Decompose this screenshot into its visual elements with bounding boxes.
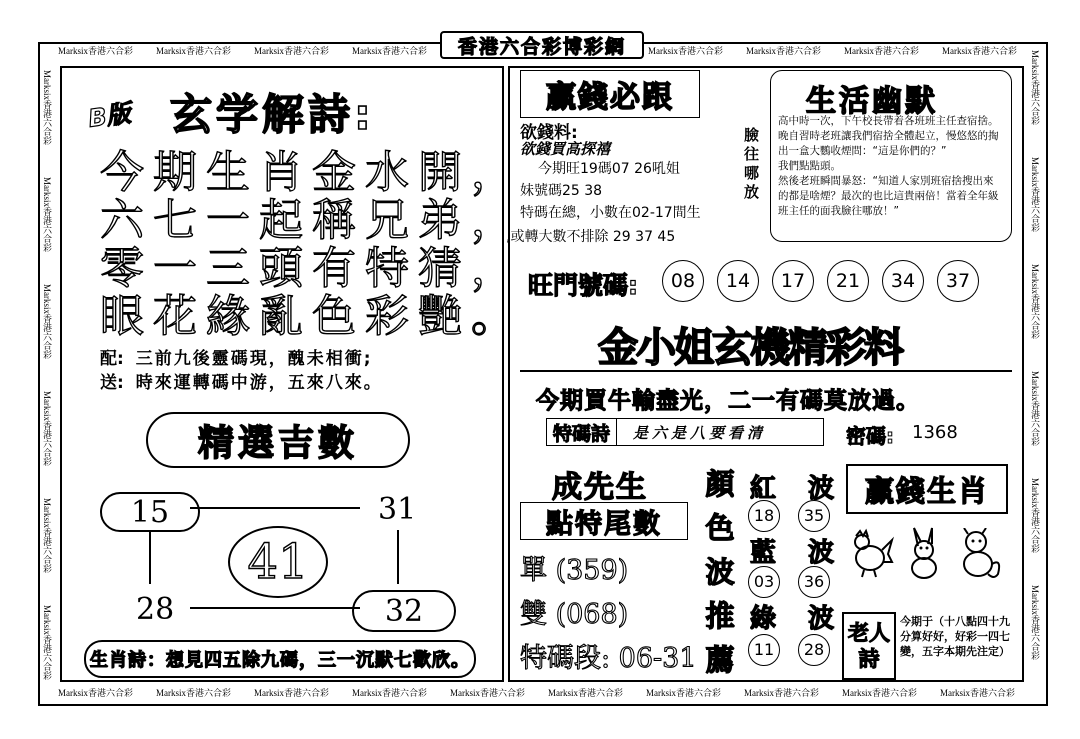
mima-value: 1368: [912, 422, 958, 443]
watermark-text: Marksix香港六合彩: [156, 688, 231, 698]
watermark-bottom-row: [58, 686, 1015, 699]
red-number-ball: [748, 500, 780, 532]
poem-line: 零一三頭有特猜，: [100, 243, 524, 294]
number-top-left: 15: [130, 494, 170, 530]
tema-duan: 特碼段: 06-31: [520, 643, 697, 674]
mr-cheng: 成先生: [552, 470, 648, 505]
win-zodiac-box: [846, 464, 1008, 514]
shuang-line: 雙 (068): [520, 599, 629, 630]
number-bottom-right: 32: [384, 593, 424, 629]
section-title: 玄学解詩:: [170, 90, 375, 139]
zodiac-poem-box: [84, 640, 476, 678]
number-top-right: 31: [378, 492, 417, 527]
green-wave-char: 綠: [750, 604, 777, 634]
red-number: 18: [753, 506, 775, 525]
red-wave-char: 紅: [750, 474, 777, 504]
number-bottom-right-box: [352, 590, 456, 632]
watermark-text: Marksix香港六合彩: [942, 46, 1017, 56]
humor-title: 生活幽默: [806, 84, 938, 119]
watermark-text: Marksix香港六合彩: [58, 46, 133, 56]
lucky-number-ball: [882, 260, 924, 302]
red-number: 35: [803, 506, 825, 525]
old-man-box: [842, 612, 896, 680]
tail-label-box: [520, 502, 688, 540]
song-label: 送:: [100, 373, 124, 393]
watermark-text: Marksix香港六合彩: [548, 688, 623, 698]
watermark-text: Marksix香港六合彩: [746, 46, 821, 56]
watermark-text: Marksix香港六合彩: [1030, 157, 1040, 232]
win-line-5: ,或轉大數不排除 29 37 45: [506, 229, 676, 245]
lucky-number-ball: [662, 260, 704, 302]
lucky-number-ball: [827, 260, 869, 302]
watermark-text: Marksix香港六合彩: [1030, 264, 1040, 339]
watermark-text: Marksix香港六合彩: [1030, 478, 1040, 553]
zodiac-poem: 生肖詩：想見四五除九碼，三一沉默七歡欣。: [90, 650, 470, 671]
watermark-text: Marksix香港六合彩: [450, 688, 525, 698]
watermark-left-col: [41, 70, 54, 680]
watermark-text: Marksix香港六合彩: [42, 284, 52, 359]
watermark-top-row: [58, 44, 427, 57]
color-title-char: 波: [705, 555, 735, 589]
green-wave-char: 波: [808, 604, 835, 634]
watermark-text: Marksix香港六合彩: [744, 688, 819, 698]
pei-text: 三前九後靈碼現，醜未相衝;: [135, 349, 373, 369]
want-money: 欲錢料:: [520, 123, 578, 143]
watermark-text: Marksix香港六合彩: [254, 688, 329, 698]
watermark-text: Marksix香港六合彩: [646, 688, 721, 698]
watermark-text: Marksix香港六合彩: [844, 46, 919, 56]
watermark-text: Marksix香港六合彩: [42, 391, 52, 466]
rabbit-icon: [902, 526, 948, 580]
lucky-number-ball: [717, 260, 759, 302]
lucky-number: 21: [835, 270, 861, 292]
watermark-text: Marksix香港六合彩: [352, 46, 427, 56]
poem-line: 眼花緣亂色彩艷。: [100, 291, 524, 342]
version-badge: B版: [86, 99, 133, 133]
watermark-text: Marksix香港六合彩: [42, 605, 52, 680]
red-number-ball: [798, 500, 830, 532]
song-text: 時來運轉碼中游，五來八來。: [135, 373, 383, 393]
number-center-box: [228, 526, 328, 598]
color-title-char: 薦: [705, 643, 735, 677]
mima-label: 密碼:: [846, 424, 894, 448]
tail-label: 點特尾數: [546, 508, 662, 540]
tema-shi-text: 是六是八要看清: [633, 423, 767, 442]
lucky-number: 14: [725, 270, 751, 292]
lucky-numbers: [662, 260, 979, 302]
humor-text: 高中時一次，下午校長帶着各班班主任查宿捨。 晚自習時老班讓我們宿捨全體起立，慢悠悠的掏出一盒大鸚收煙問：“這是你們的？” 我們點點頭。 然後老班瞬間暴怒：“知道人家別班宿捨搜出來的都是啥煙？最次的也比這貴兩倍！當着全年級班主任的面我臉往哪放！”: [778, 115, 999, 217]
watermark-text: Marksix香港六合彩: [842, 688, 917, 698]
watermark-text: Marksix香港六合彩: [42, 177, 52, 252]
this-period: 今期買牛輸盡光，二一有碼莫放過。: [536, 388, 920, 414]
dragon-icon: [954, 528, 1004, 580]
watermark-top-row-right: [648, 44, 1017, 57]
lucky-number: 34: [890, 270, 916, 292]
win-title-box: [520, 70, 700, 118]
watermark-text: Marksix香港六合彩: [1030, 371, 1040, 446]
green-number-ball: [798, 634, 830, 666]
pei-label: 配:: [100, 349, 124, 369]
gold-title: 金小姐玄機精彩料: [598, 325, 902, 371]
color-title-char: 顏: [705, 467, 735, 501]
win-line-4: 特碼在總，小數在02-17間生: [520, 205, 701, 221]
win-zodiac-title: 贏錢生肖: [864, 473, 989, 508]
blue-number-ball: [748, 566, 780, 598]
blue-wave-char: 藍: [750, 538, 777, 568]
old-man-text: 今期于（十八點四十九分算好好，好彩一四七變，五字本期先注定）: [900, 615, 1010, 658]
blue-number-ball: [798, 566, 830, 598]
old-man-label: 老人詩: [848, 621, 890, 671]
color-title-char: 推: [705, 599, 735, 633]
win-line-2: 今期旺19碼07 26吼姐: [538, 161, 680, 177]
watermark-text: Marksix香港六合彩: [648, 46, 723, 56]
number-center: 41: [247, 534, 309, 590]
win-line-1: 欲錢買高探禧: [520, 140, 611, 158]
poem-line: 六七一起稱兄弟，: [100, 195, 524, 246]
selected-numbers-title-box: [146, 412, 410, 468]
lucky-number: 08: [670, 270, 696, 292]
watermark-text: Marksix香港六合彩: [42, 498, 52, 573]
lucky-number: 17: [780, 270, 806, 292]
watermark-text: Marksix香港六合彩: [1030, 585, 1040, 660]
poem-line: 今期生肖金水開，: [100, 147, 524, 198]
dan-line: 單 (359): [520, 555, 629, 586]
lucky-number-ball: [937, 260, 979, 302]
vertical-note-text: 臉往哪放: [744, 126, 760, 201]
watermark-text: Marksix香港六合彩: [58, 688, 133, 698]
blue-number: 03: [753, 572, 775, 591]
color-title-char: 色: [705, 511, 735, 545]
selected-numbers-title: 精選吉數: [197, 422, 358, 464]
watermark-text: Marksix香港六合彩: [254, 46, 329, 56]
tema-shi-box: [546, 418, 824, 446]
red-wave-char: 波: [808, 474, 835, 504]
lucky-number-ball: [772, 260, 814, 302]
green-number: 28: [803, 640, 825, 659]
lucky-number: 37: [945, 270, 971, 292]
pei-row: [100, 344, 373, 369]
win-line-3: 妹號碼25 38: [520, 183, 603, 199]
song-row: [100, 368, 383, 393]
green-number-ball: [748, 634, 780, 666]
tema-shi-label: 特碼詩: [547, 419, 617, 446]
watermark-text: Marksix香港六合彩: [940, 688, 1015, 698]
win-title: 贏錢必跟: [546, 80, 674, 115]
number-top-left-box: [100, 492, 200, 532]
watermark-text: Marksix香港六合彩: [42, 70, 52, 145]
lucky-label: 旺門號碼:: [528, 271, 638, 300]
blue-wave-char: 波: [808, 538, 835, 568]
rooster-icon: [846, 528, 894, 578]
blue-number: 36: [803, 572, 825, 591]
header-title: 香港六合彩博彩網: [457, 35, 626, 58]
watermark-text: Marksix香港六合彩: [1030, 50, 1040, 125]
header-title-box: [440, 31, 644, 59]
watermark-right-col: [1029, 50, 1042, 680]
color-title-column: [702, 462, 738, 682]
watermark-text: Marksix香港六合彩: [352, 688, 427, 698]
vertical-note: [744, 126, 762, 202]
number-bottom-left: 28: [136, 592, 175, 627]
watermark-text: Marksix香港六合彩: [156, 46, 231, 56]
green-number: 11: [753, 640, 775, 659]
